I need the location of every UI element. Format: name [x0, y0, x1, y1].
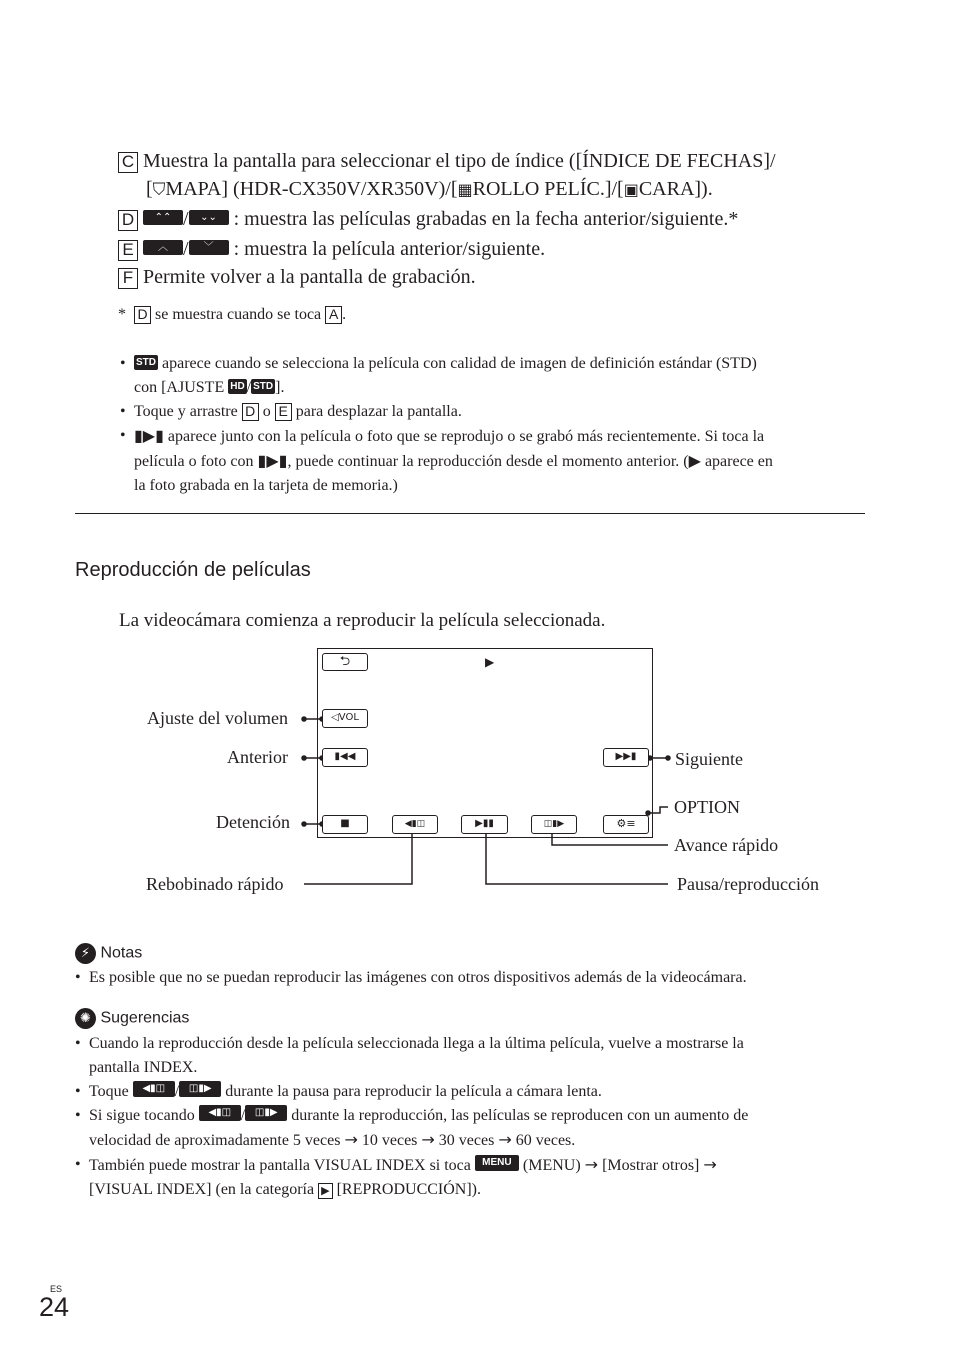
- letter-box-a: A: [325, 306, 342, 324]
- option-icon: ⚙≡: [616, 817, 636, 830]
- next-icon: ▶▶▮: [615, 751, 637, 762]
- label-volume: Ajuste del volumen: [147, 708, 288, 728]
- list-item: • STD aparece cuando se selecciona la película con calidad de imagen de definición estándar (STD) con [AJUSTE HD / STD ].: [120, 355, 757, 396]
- resume-play-icon: ▮▶▮: [257, 451, 288, 470]
- std-quality-icon: STD: [253, 380, 274, 392]
- volume-button[interactable]: ◁VOL: [322, 709, 368, 728]
- item-d-text: : muestra las películas grabadas en la fecha anterior/siguiente.*: [233, 208, 739, 230]
- previous-icon: ▮◀◀: [334, 751, 356, 762]
- rewind-icon: ◀▮◫: [133, 1081, 175, 1097]
- rewind-button[interactable]: [392, 815, 438, 834]
- std-quality-icon: STD: [136, 356, 156, 368]
- playback-screen: [317, 648, 653, 838]
- arrow-icon: →: [344, 1130, 358, 1149]
- fast-forward-icon: ◫▮▶: [543, 819, 565, 829]
- double-up-icon: ⌃⌃: [143, 210, 183, 225]
- menu-button-icon: MENU: [475, 1155, 519, 1171]
- lightning-icon: ⚡: [75, 943, 96, 964]
- play-icon: ▶: [688, 451, 701, 470]
- label-stop: Detención: [216, 812, 290, 832]
- item-c-line2: [⛉MAPA] (HDR-CX350V/XR350V)/[▦ROLLO PELÍC.]/[▣CARA]).: [146, 178, 713, 200]
- label-play-pause: Pausa/reproducción: [677, 874, 819, 894]
- face-icon: ▣: [623, 180, 639, 199]
- previous-button[interactable]: [322, 748, 368, 767]
- list-item: • También puede mostrar la pantalla VISUAL INDEX si toca MENU (MENU) → [Mostrar otros] → [VISUAL INDEX] (en la categoría ▶ [REPRODUCCIÓN]).: [75, 1155, 717, 1198]
- arrow-icon: →: [584, 1155, 599, 1174]
- stop-icon: ■: [340, 818, 350, 829]
- arrow-icon: →: [703, 1155, 717, 1174]
- letter-box-d: D: [134, 306, 151, 324]
- rewind-icon: ◀▮◫: [404, 819, 426, 829]
- item-c-text: Muestra la pantalla para seleccionar el tipo de índice ([ÍNDICE DE FECHAS]/: [143, 150, 776, 172]
- play-pause-button[interactable]: [461, 815, 508, 834]
- hd-quality-icon: HD: [230, 380, 245, 392]
- fast-forward-icon: ◫▮▶: [179, 1081, 221, 1097]
- page-number: 24: [39, 1292, 70, 1322]
- section-heading: Reproducción de películas: [75, 559, 311, 581]
- return-button[interactable]: [322, 653, 368, 671]
- label-rewind: Rebobinado rápido: [146, 874, 284, 894]
- label-next: Siguiente: [675, 749, 743, 769]
- down-icon: ﹀: [189, 240, 229, 255]
- letter-box-f: F: [118, 268, 138, 289]
- option-button[interactable]: [603, 815, 649, 834]
- list-item: • Toque ◀▮◫ / ◫▮▶ durante la pausa para reproducir la película a cámara lenta.: [75, 1083, 602, 1100]
- item-e: E ︿ / ﹀ : muestra la película anterior/siguiente.: [118, 236, 545, 262]
- letter-box-e: E: [275, 403, 292, 421]
- label-fast-forward: Avance rápido: [674, 835, 779, 855]
- letter-box-d: D: [118, 210, 138, 231]
- label-option: OPTION: [674, 797, 740, 817]
- item-e-text: : muestra la película anterior/siguiente.: [233, 238, 546, 260]
- list-item: • Cuando la reproducción desde la película seleccionada llega a la última película, vuelve a mostrarse la pantalla INDEX.: [75, 1035, 744, 1076]
- rewind-icon: ◀▮◫: [199, 1105, 241, 1121]
- letter-box-c: C: [118, 152, 138, 173]
- letter-box-e: E: [118, 240, 138, 261]
- film-roll-icon: ▦: [457, 180, 473, 199]
- arrow-icon: →: [498, 1130, 512, 1149]
- playing-indicator-icon: ▶: [485, 655, 495, 669]
- resume-play-icon: ▮▶▮: [134, 426, 164, 445]
- footnote: * D se muestra cuando se toca A .: [118, 306, 347, 323]
- item-d: D ⌃⌃ / ⌄⌄ : muestra las películas grabadas en la fecha anterior/siguiente.*: [118, 206, 738, 232]
- language-tag: ES: [50, 1284, 63, 1294]
- list-item: • ▮▶▮ aparece junto con la película o foto que se reprodujo o se grabó más recientemente. Si toca la película o foto con ▮▶▮, puede continuar la reproducción desde el momento anterior. (▶ aparece en la foto grabada en la tarjeta de memoria.): [120, 426, 773, 494]
- next-button[interactable]: [603, 748, 649, 767]
- list-item: • Toque y arrastre D o E para desplazar la pantalla.: [120, 403, 462, 420]
- notes-list: [75, 966, 875, 990]
- label-previous: Anterior: [227, 747, 288, 767]
- stop-button[interactable]: [322, 815, 368, 834]
- list-item: • Si sigue tocando ◀▮◫ / ◫▮▶ durante la reproducción, las películas se reproducen con un aumento de velocidad de aproximadamente 5 veces → 10 veces → 30 veces → 60 veces.: [75, 1107, 749, 1149]
- speaker-icon: ◁: [331, 712, 339, 723]
- list-item: • Es posible que no se puedan reproducir las imágenes con otros dispositivos además de la videocámara.: [75, 969, 747, 986]
- notes-heading: ⚡ Notas: [75, 943, 142, 964]
- double-down-icon: ⌄⌄: [189, 210, 229, 225]
- section-intro: La videocámara comienza a reproducir la película seleccionada.: [119, 610, 606, 631]
- fast-forward-button[interactable]: [531, 815, 577, 834]
- lightbulb-icon: ✺: [75, 1008, 96, 1029]
- letter-box-d: D: [242, 403, 259, 421]
- fast-forward-icon: ◫▮▶: [245, 1105, 287, 1121]
- map-icon: ⛉: [152, 180, 166, 200]
- tips-list: [75, 1032, 875, 1202]
- return-icon: ⮌: [339, 654, 351, 669]
- playback-category-icon: ▶: [318, 1183, 332, 1199]
- item-f-text: Permite volver a la pantalla de grabación.: [143, 266, 476, 288]
- up-icon: ︿: [143, 240, 183, 255]
- tips-heading: ✺ Sugerencias: [75, 1008, 189, 1029]
- play-pause-icon: ▶▮▮: [475, 818, 494, 829]
- arrow-icon: →: [421, 1130, 435, 1149]
